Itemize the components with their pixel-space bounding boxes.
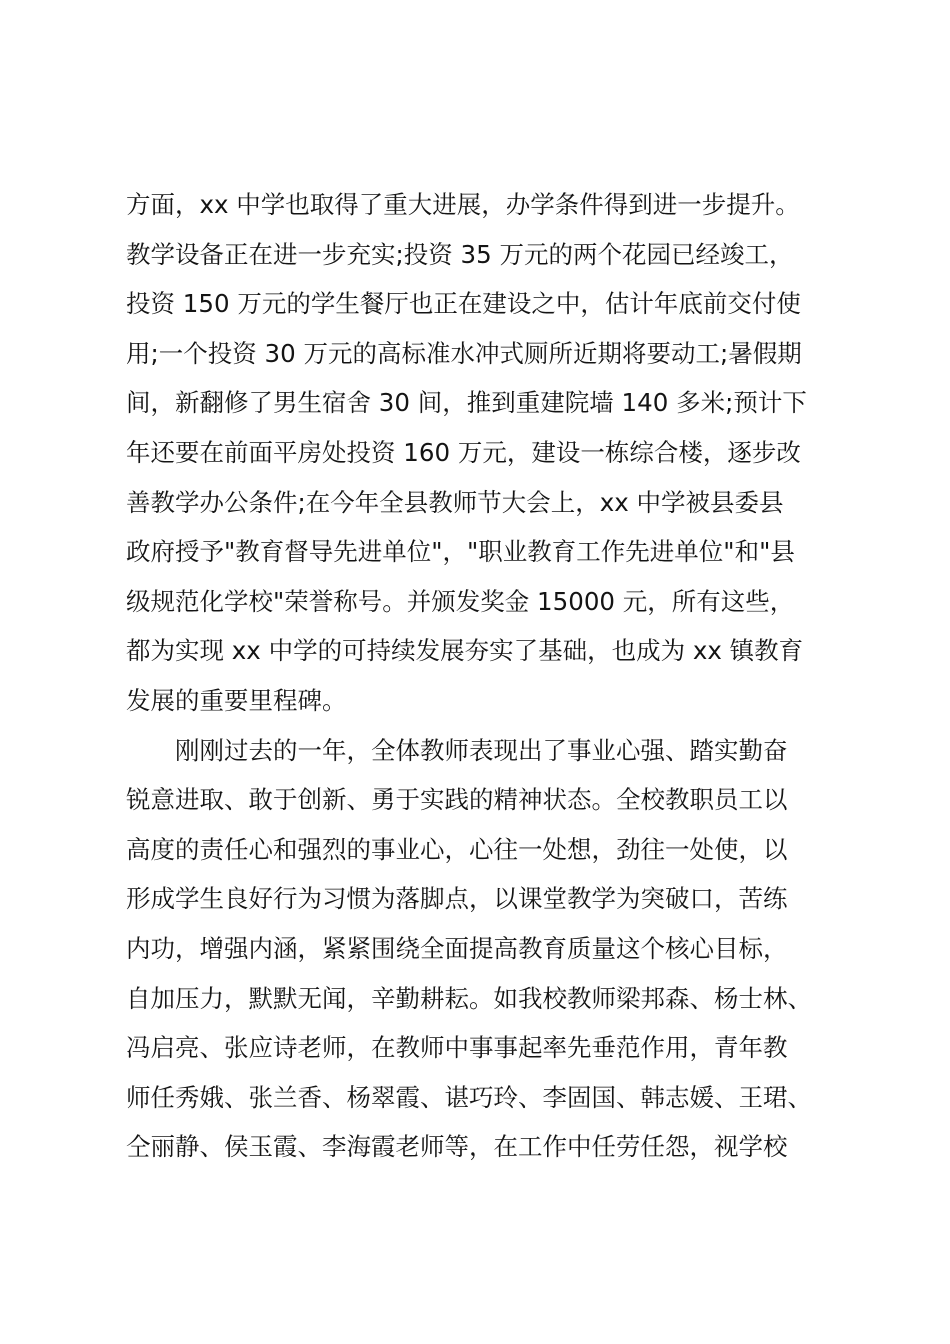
body-text — [126, 180, 846, 1172]
text-line: 锐意进取、敢于创新、勇于实践的精神状态。全校教职员工以 — [126, 785, 788, 815]
text-line: 用;一个投资 30 万元的高标准水冲式厕所近期将要动工;暑假期 — [126, 338, 802, 368]
text-line: 教学设备正在进一步充实;投资 35 万元的两个花园已经竣工， — [126, 239, 794, 269]
paragraph-1 — [126, 180, 846, 726]
text-line: 刚刚过去的一年，全体教师表现出了事业心强、踏实勤奋 — [175, 735, 788, 765]
text-line: 年还要在前面平房处投资 160 万元，建设一栋综合楼，逐步改 — [126, 437, 801, 467]
text-line: 仝丽静、侯玉霞、李海霞老师等，在工作中任劳任怨，视学校 — [126, 1132, 788, 1162]
paragraph-2 — [126, 726, 846, 1172]
text-line: 投资 150 万元的学生餐厅也正在建设之中，估计年底前交付使 — [126, 289, 801, 319]
text-line: 自加压力，默默无闻，辛勤耕耘。如我校教师梁邦森、杨士林、 — [126, 983, 812, 1013]
text-line: 高度的责任心和强烈的事业心，心往一处想，劲往一处使，以 — [126, 834, 788, 864]
text-line: 师任秀娥、张兰香、杨翠霞、谌巧玲、李固国、韩志媛、王珺、 — [126, 1082, 812, 1112]
text-line: 善教学办公条件;在今年全县教师节大会上，xx 中学被县委县 — [126, 487, 784, 517]
text-line: 间，新翻修了男生宿舍 30 间，推到重建院墙 140 多米;预计下 — [126, 388, 807, 418]
text-line: 内功，增强内涵，紧紧围绕全面提高教育质量这个核心目标， — [126, 933, 788, 963]
text-line: 发展的重要里程碑。 — [126, 685, 347, 715]
text-line: 都为实现 xx 中学的可持续发展夯实了基础，也成为 xx 镇教育 — [126, 636, 804, 666]
text-line: 冯启亮、张应诗老师，在教师中事事起率先垂范作用，青年教 — [126, 1033, 788, 1063]
text-line: 级规范化学校"荣誉称号。并颁发奖金 15000 元，所有这些， — [126, 586, 795, 616]
text-line: 方面，xx 中学也取得了重大进展，办学条件得到进一步提升。 — [126, 190, 800, 219]
text-line: 形成学生良好行为习惯为落脚点，以课堂教学为突破口，苦练 — [126, 884, 788, 914]
text-line: 政府授予"教育督导先进单位"，"职业教育工作先进单位"和"县 — [126, 537, 795, 567]
